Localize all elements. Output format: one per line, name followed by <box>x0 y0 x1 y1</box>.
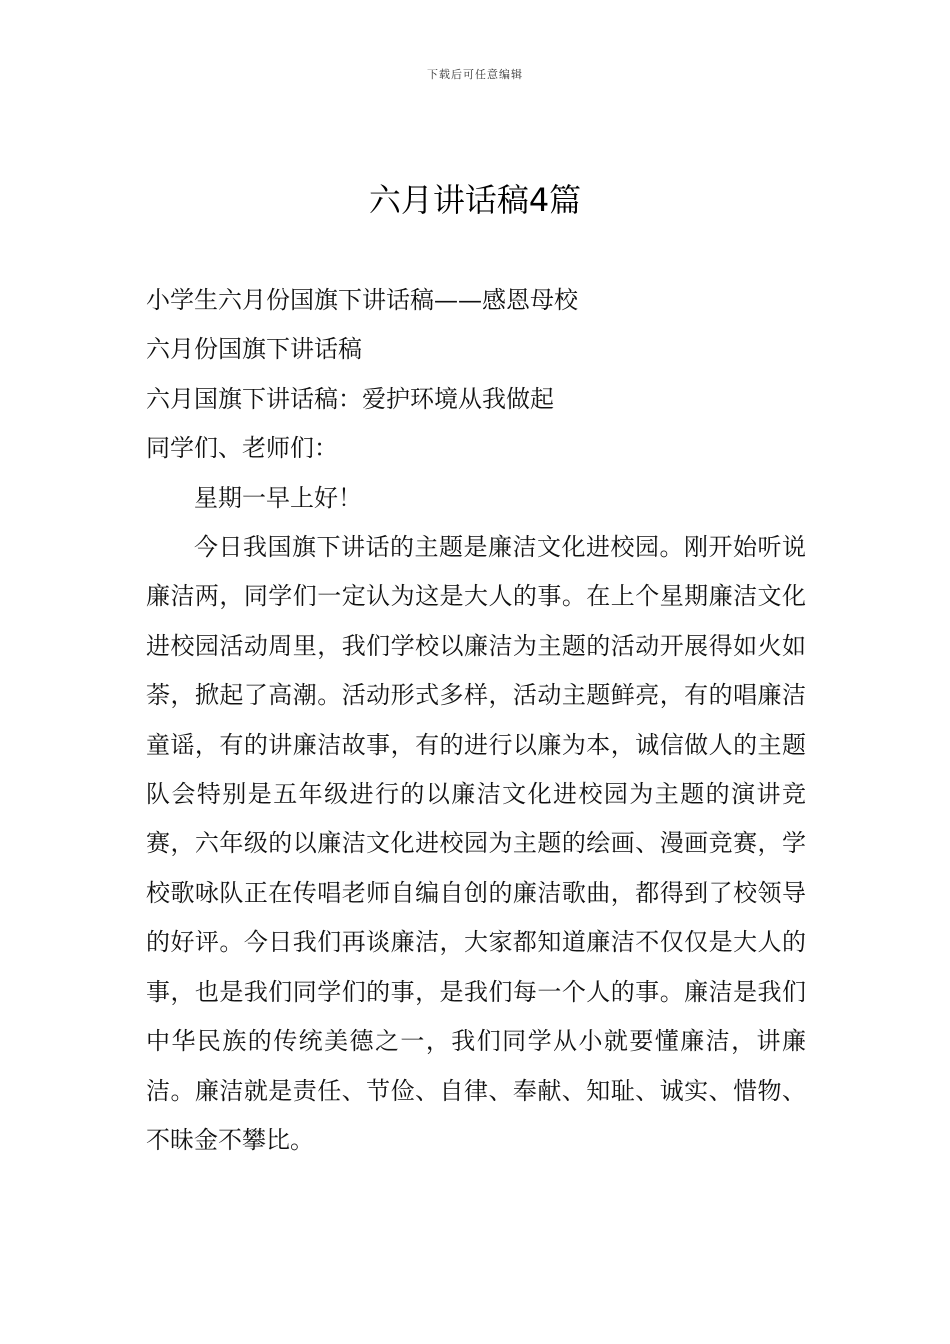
greeting: 星期一早上好！ <box>194 483 362 512</box>
salutation: 同学们、老师们： <box>146 434 338 463</box>
page-header-note: 下载后可任意编辑 <box>427 68 523 81</box>
subtitle-2: 六月份国旗下讲话稿 <box>146 335 362 364</box>
document-body <box>146 276 806 1165</box>
document-title: 六月讲话稿4篇 <box>368 181 582 219</box>
body-paragraph: 今日我国旗下讲话的主题是廉洁文化进校园。刚开始听说廉洁两，同学们一定认为这是大人的事。在上个星期廉洁文化进校园活动周里，我们学校以廉洁为主题的活动开展得如火如荼，掀起了高潮。活动形式多样，活动主题鲜亮，有的唱廉洁童谣，有的讲廉洁故事，有的进行以廉为本，诚信做人的主题队会特别是五年级进行的以廉洁文化进校园为主题的演讲竞赛，六年级的以廉洁文化进校园为主题的绘画、漫画竞赛，学校歌咏队正在传唱老师自编自创的廉洁歌曲，都得到了校领导的好评。今日我们再谈廉洁，大家都知道廉洁不仅仅是大人的事，也是我们同学们的事，是我们每一个人的事。廉洁是我们中华民族的传统美德之一，我们同学从小就要懂廉洁，讲廉洁。廉洁就是责任、节俭、自律、奉献、知耻、诚实、惜物、不昧金不攀比。 <box>146 533 806 1154</box>
subtitle-3: 六月国旗下讲话稿：爱护环境从我做起 <box>146 384 554 413</box>
subtitle-1: 小学生六月份国旗下讲话稿——感恩母校 <box>146 286 578 314</box>
